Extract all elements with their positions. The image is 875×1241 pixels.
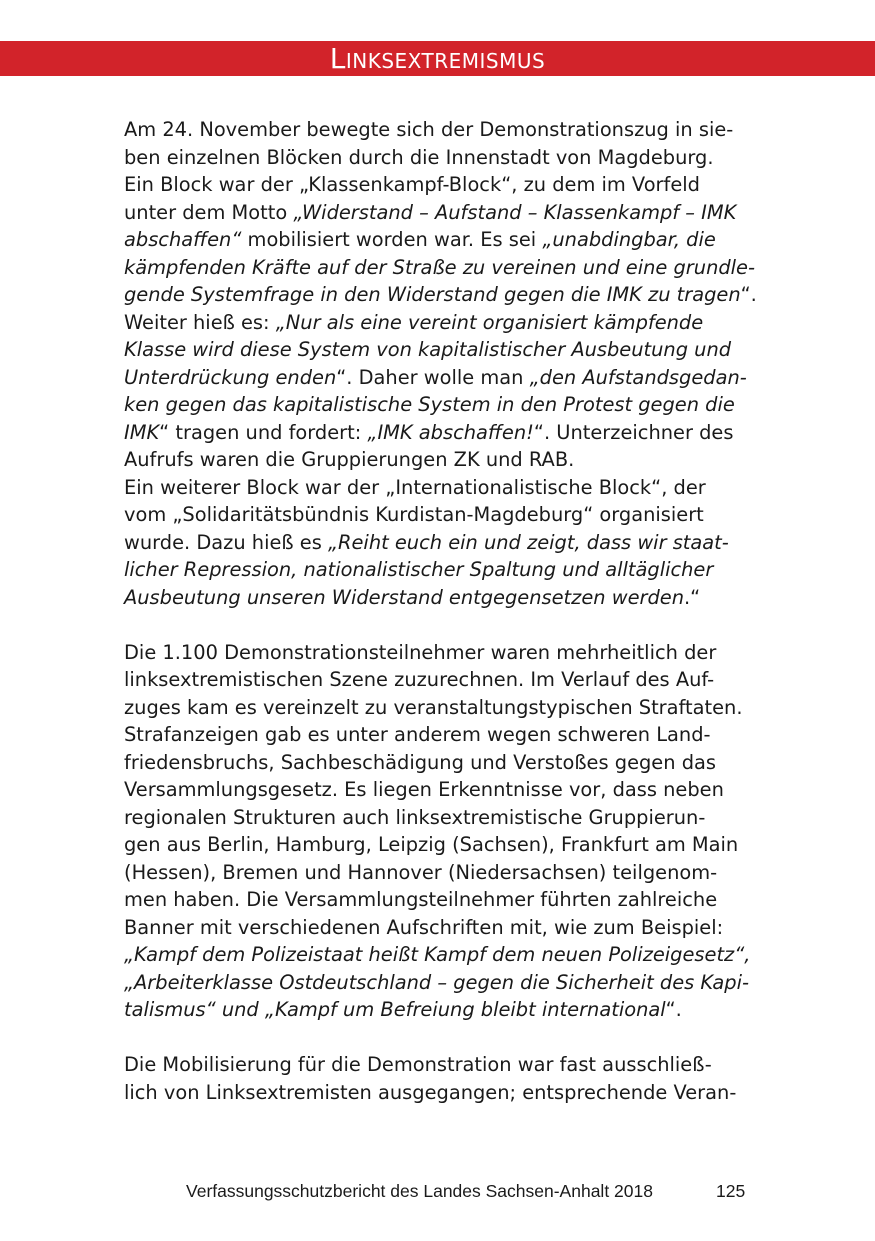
text-line — [124, 941, 764, 969]
text-line — [124, 364, 764, 392]
text-segment: “. Daher wolle man — [336, 365, 530, 389]
quote-text: talismus“ und „Kampf um Befreiung bleibt international — [124, 998, 666, 1021]
quote-text: licher Repression, nationalistischer Spaltung und alltäglicher — [124, 558, 714, 581]
paragraph — [124, 639, 764, 1024]
text-line — [124, 391, 764, 419]
text-segment: Am 24. November bewegte sich der Demonstrationszug in sie- — [124, 118, 734, 141]
text-line — [124, 474, 764, 502]
text-line — [124, 831, 764, 859]
text-line — [124, 116, 764, 144]
text-segment: ben einzelnen Blöcken durch die Innenstadt von Magdeburg. — [124, 145, 714, 169]
body-text — [124, 116, 764, 1106]
text-line — [124, 969, 764, 997]
text-segment: Ein weiterer Block war der „Internationalistische Block“, der — [124, 475, 706, 499]
text-line — [124, 859, 764, 887]
text-line — [124, 556, 764, 584]
quote-text: abschaffen“ — [124, 228, 242, 251]
text-line — [124, 666, 764, 694]
text-segment: Weiter hieß es: — [124, 310, 276, 334]
text-line — [124, 501, 764, 529]
quote-text: „Nur als eine vereint organisiert kämpfende — [275, 310, 704, 334]
quote-text: IMK — [124, 420, 160, 444]
text-segment: vom „Solidaritätsbündnis Kurdistan-Magdeburg“ organisiert — [124, 503, 704, 526]
text-segment: Aufrufs waren die Gruppierungen ZK und RAB. — [124, 448, 575, 471]
paragraph — [124, 116, 764, 611]
text-line — [124, 749, 764, 777]
text-line — [124, 254, 764, 282]
text-segment: wurde. Dazu hieß es — [124, 530, 328, 554]
text-line — [124, 996, 764, 1024]
text-segment: .“ — [684, 585, 701, 609]
quote-text: „IMK abschaffen! — [367, 420, 534, 444]
text-segment: unter dem Motto — [124, 200, 294, 224]
quote-text: „Kampf dem Polizeistaat heißt Kampf dem neuen Polizeigesetz“, — [124, 943, 751, 966]
text-line — [124, 226, 764, 254]
text-segment: zuges kam es vereinzelt zu veranstaltungstypischen Straftaten. — [124, 695, 743, 719]
text-segment: men haben. Die Versammlungsteilnehmer führten zahlreiche — [124, 888, 718, 911]
text-segment: linksextremistischen Szene zuzurechnen. Im Verlauf des Auf- — [124, 668, 715, 691]
text-segment: Banner mit verschiedenen Aufschriften mit, wie zum Beispiel: — [124, 915, 724, 939]
text-segment: “. — [665, 998, 682, 1021]
text-segment: mobilisiert worden war. Es sei — [241, 228, 543, 251]
quote-text: ken gegen das kapitalistische System in den Protest gegen die — [124, 393, 735, 416]
section-title: Linksextremismus — [329, 42, 546, 75]
text-segment: Versammlungsgesetz. Es liegen Erkenntnisse vor, dass neben — [124, 778, 724, 801]
text-line — [124, 419, 764, 447]
text-line — [124, 694, 764, 722]
text-line — [124, 336, 764, 364]
text-line — [124, 1079, 764, 1107]
text-line — [124, 309, 764, 337]
text-segment: regionalen Strukturen auch linksextremistische Gruppierun- — [124, 805, 706, 829]
text-segment: friedensbruchs, Sachbeschädigung und Verstoßes gegen das — [124, 750, 716, 774]
text-segment: Die 1.100 Demonstrationsteilnehmer waren mehrheitlich der — [124, 640, 717, 664]
quote-text: „den Aufstandsgedan- — [529, 365, 747, 389]
text-segment: Ein Block war der „Klassenkampf-Block“, zu dem im Vorfeld — [124, 173, 700, 196]
page-number: 125 — [716, 1181, 746, 1201]
text-segment: “. — [740, 283, 757, 306]
text-line — [124, 639, 764, 667]
text-line — [124, 171, 764, 199]
quote-text: Klasse wird diese System von kapitalistischer Ausbeutung und — [124, 338, 732, 361]
paragraph — [124, 1051, 764, 1106]
quote-text: „unabdingbar, die — [542, 228, 716, 251]
text-line — [124, 804, 764, 832]
text-line — [124, 584, 764, 612]
text-segment: gen aus Berlin, Hamburg, Leipzig (Sachsen), Frankfurt am Main — [124, 833, 739, 856]
section-header-bar — [0, 41, 875, 76]
text-segment: “. Unterzeichner des — [533, 420, 734, 444]
text-segment: Strafanzeigen gab es unter anderem wegen schweren Land- — [124, 723, 711, 746]
text-line — [124, 776, 764, 804]
text-line — [124, 721, 764, 749]
quote-text: gende Systemfrage in den Widerstand gegen die IMK zu tragen — [124, 283, 741, 306]
text-line — [124, 914, 764, 942]
page-footer — [0, 1181, 875, 1205]
quote-text: Ausbeutung unseren Widerstand entgegensetzen werden — [124, 585, 684, 609]
text-segment: “ tragen und fordert: — [159, 420, 368, 444]
quote-text: Unterdrückung enden — [124, 365, 337, 389]
quote-text: kämpfenden Kräfte auf der Straße zu vereinen und eine grundle- — [124, 255, 755, 279]
footer-title: Verfassungsschutzbericht des Landes Sachsen-Anhalt 2018 — [186, 1181, 653, 1201]
text-line — [124, 199, 764, 227]
text-line — [124, 886, 764, 914]
text-line — [124, 446, 764, 474]
text-line — [124, 1051, 764, 1079]
text-segment: lich von Linksextremisten ausgegangen; entsprechende Veran- — [124, 1080, 737, 1104]
quote-text: „Arbeiterklasse Ostdeutschland – gegen die Sicherheit des Kapi- — [124, 970, 749, 994]
text-segment: (Hessen), Bremen und Hannover (Niedersachsen) teilgenom- — [124, 860, 718, 884]
text-line — [124, 144, 764, 172]
quote-text: „Reiht euch ein und zeigt, dass wir staat- — [327, 530, 729, 554]
text-line — [124, 529, 764, 557]
text-segment: Die Mobilisierung für die Demonstration war fast ausschließ- — [124, 1053, 712, 1076]
quote-text: „Widerstand – Aufstand – Klassenkampf – IMK — [293, 200, 737, 224]
text-line — [124, 281, 764, 309]
